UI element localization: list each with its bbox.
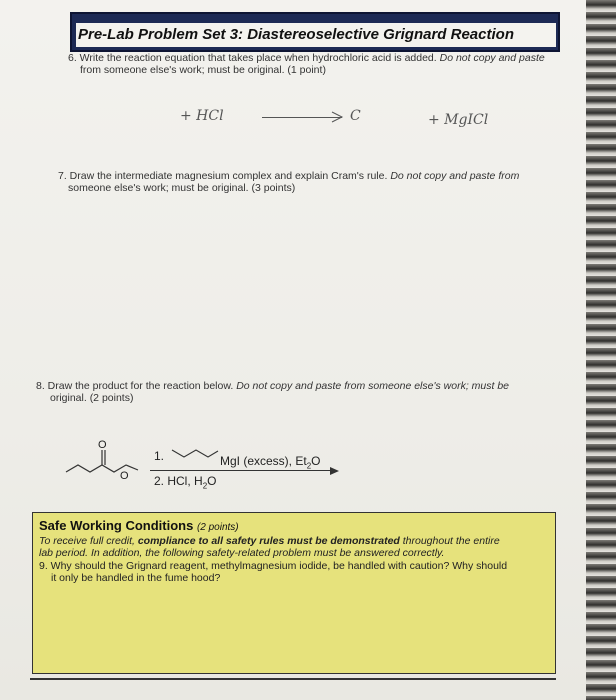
- safety-line1: To receive full credit, compliance to all safety rules must be demonstrated throughout the entire: [39, 535, 500, 547]
- propyl-chain-icon: [170, 446, 220, 460]
- question-7: [58, 170, 558, 182]
- q7-warning: Do not copy and paste from: [390, 170, 520, 182]
- bottom-rule: [30, 678, 556, 680]
- ester-oxygen: O: [120, 470, 129, 482]
- spiral-binding: [586, 0, 616, 700]
- q7-prompt: 7. Draw the intermediate magnesium complex and explain Cram's rule.: [58, 170, 388, 182]
- q6-line2: from someone else's work; must be original. (1 point): [80, 64, 326, 76]
- q8-warning: Do not copy and paste from someone else's work; must be: [236, 380, 510, 392]
- q8-line2: original. (2 points): [50, 392, 134, 404]
- reaction-arrow: [150, 470, 336, 471]
- question-9: 9. Why should the Grignard reagent, methylmagnesium iodide, be handled with caution? Why should: [39, 560, 508, 572]
- q8-prompt: 8. Draw the product for the reaction below.: [36, 380, 234, 392]
- hand-arrowhead-icon: [330, 111, 344, 123]
- q6-warning: Do not copy and paste: [439, 52, 545, 64]
- safety-box: [32, 512, 556, 674]
- step2-reagent: 2. HCl, $H_2O$: [154, 474, 217, 491]
- step1-reagent: MgI (excess), $Et_2O$: [220, 454, 321, 471]
- question-6: [68, 52, 558, 64]
- q7-line2: someone else's work; must be original. (3 points): [68, 182, 296, 194]
- arrowhead-icon: [330, 466, 340, 476]
- page-title: Pre-Lab Problem Set 3: Diastereoselective Grignard Reaction: [76, 23, 556, 47]
- title-banner: [70, 12, 560, 52]
- question-9-line2: it only be handled in the fume hood?: [51, 572, 221, 584]
- safety-title: Safe Working Conditions (2 points): [39, 518, 239, 533]
- question-8: [36, 380, 566, 392]
- ester-carbonyl-o: O: [98, 439, 107, 451]
- q6-prompt: 6. Write the reaction equation that takes place when hydrochloric acid is added.: [68, 52, 437, 64]
- step1-number: 1.: [154, 449, 165, 463]
- safety-line2: lab period. In addition, the following safety-related problem must be answered correctly.: [39, 547, 445, 559]
- hand-hcl: + HCl: [180, 108, 224, 124]
- hand-product: C: [350, 108, 361, 124]
- hand-mgicl: + MgICl: [428, 112, 489, 128]
